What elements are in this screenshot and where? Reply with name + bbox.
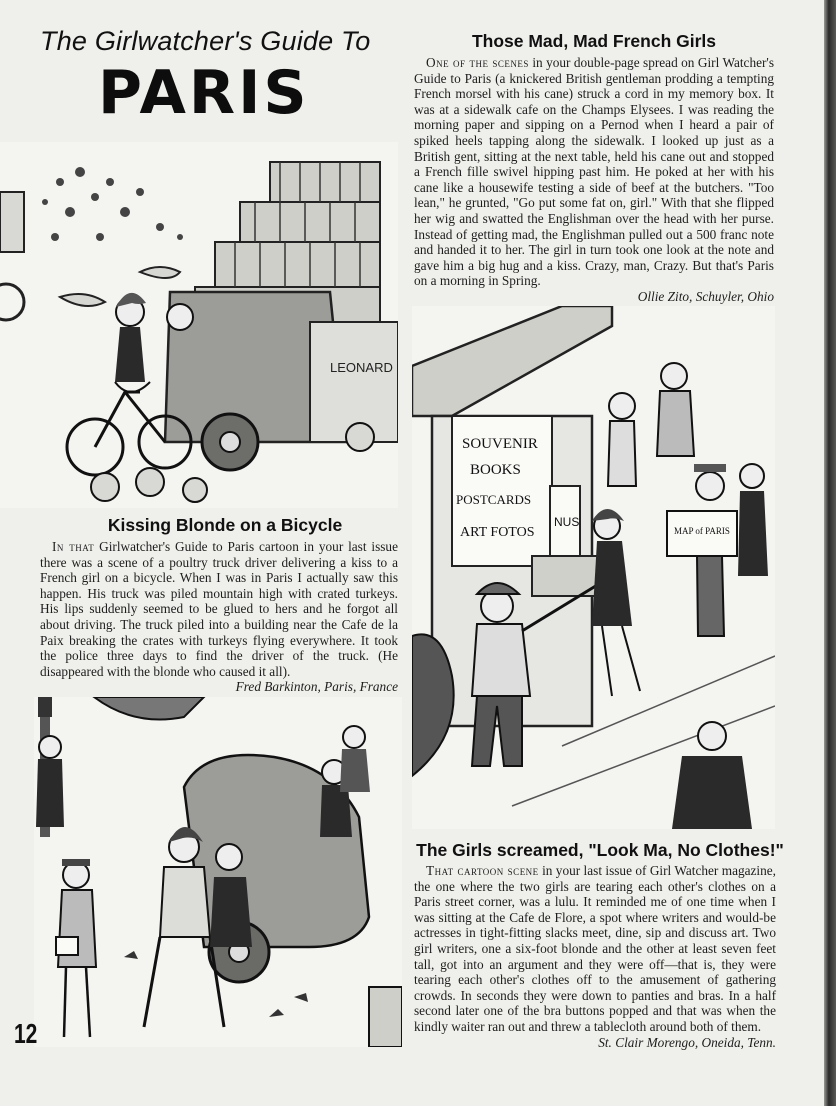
sign-nus: NUS bbox=[554, 515, 580, 529]
cartoon-truck-bicycle-art bbox=[0, 142, 398, 508]
article-lead: In that bbox=[52, 539, 95, 554]
sign-map: MAP of PARIS bbox=[674, 526, 730, 536]
cartoon-girls-fighting-art bbox=[34, 697, 402, 1047]
sign-souvenir: SOUVENIR bbox=[462, 436, 538, 452]
page-title-line1: The Girlwatcher's Guide To bbox=[40, 26, 371, 56]
page-edge-shadow bbox=[824, 0, 836, 1106]
sign-books: BOOKS bbox=[470, 462, 521, 478]
cartoon-girls-fighting bbox=[34, 697, 402, 1047]
article-mad-french-girls bbox=[414, 55, 774, 305]
truck-sign: LEONARD bbox=[330, 360, 393, 375]
page-title-paris: PARIS bbox=[98, 58, 310, 128]
byline: St. Clair Morengo, Oneida, Tenn. bbox=[598, 1034, 776, 1050]
article-lead: One of the scenes bbox=[426, 55, 529, 70]
sign-postcards: POSTCARDS bbox=[456, 492, 532, 507]
sign-art-fotos: ART FOTOS bbox=[460, 525, 535, 540]
page-number: 12 bbox=[14, 1018, 38, 1049]
heading-kissing-blonde: Kissing Blonde on a Bicycle bbox=[107, 515, 343, 535]
article-body: in your double-page spread on Girl Watcher's Guide to Paris (a knickered British gentleman prodding a tempting French morsel with his cane) struck a cord in my memory box. It was at a sidewalk cafe on the Champs Elysees. I was reading the morning paper and sipping on a Pernod when I heard a pair of spiked heels tapping along the sidewalk. I looked up just as a British gent, sitting at the next table, held his cane out and stopped a French fille swivel hipping past him. He poked at her with his cane like a housewife testing a side of beef at the butchers. "Too lean," he grunted, "Go put some fat on, girl." With that she flipped her wig and swatted the Englishman over the head with her purse. Instead of getting mad, the Englishman pulled out a 500 franc note and handed it to her. The girl in turn took one look at the note and gave him a big hug and a kiss. Crazy, man, Crazy. But that's Paris on a morning in Spring. bbox=[414, 55, 774, 289]
byline: Ollie Zito, Schuyler, Ohio bbox=[637, 288, 774, 304]
article-body: Girlwatcher's Guide to Paris cartoon in your last issue there was a scene of a poultry truck driver delivering a kiss to a French girl on a bicycle. When I was in Paris I actually saw this happen. His truck was piled mountain high with crated turkeys. His lips suddenly seemed to be glued to hers and he forgot all about driving. The truck piled into a building near the Cafe de la Paix breaking the crates with turkeys flying everywhere. It took the police three days to find the driver of the truck. (He disappeared with the blonde who caused it all). bbox=[40, 539, 398, 679]
byline: Fred Barkinton, Paris, France bbox=[235, 679, 398, 695]
heading-mad-french-girls: Those Mad, Mad French Girls bbox=[471, 31, 717, 51]
cartoon-souvenir-shop bbox=[412, 306, 775, 829]
article-look-ma bbox=[414, 863, 776, 1050]
article-body: in your last issue of Girl Watcher magazine, the one where the two girls are tearing each other's clothes on a Paris street corner, was a lulu. It reminded me of one time when I was sitting at the Cafe de Flore, a spot where writers and would-be actresses in tight-fitting slacks meet, dine, sip and discuss art. Two girl writers, one a six-foot blonde and the other at least seven feet tall, got into an argument and they were off—that is, they were tearing each other's clothes off to the amusement of gathering crowds. In seconds they were down to panties and bras. In a half second later one of the bra buttons popped and that was when the kindly waiter ran out and threw a tablecloth around both of them. bbox=[414, 863, 776, 1034]
article-kissing-blonde bbox=[40, 539, 398, 695]
heading-look-ma: The Girls screamed, "Look Ma, No Clothes!" bbox=[416, 840, 784, 860]
cartoon-truck-bicycle bbox=[0, 142, 398, 508]
article-lead: That cartoon scene bbox=[426, 863, 539, 878]
cartoon-souvenir-shop-art bbox=[412, 306, 775, 829]
